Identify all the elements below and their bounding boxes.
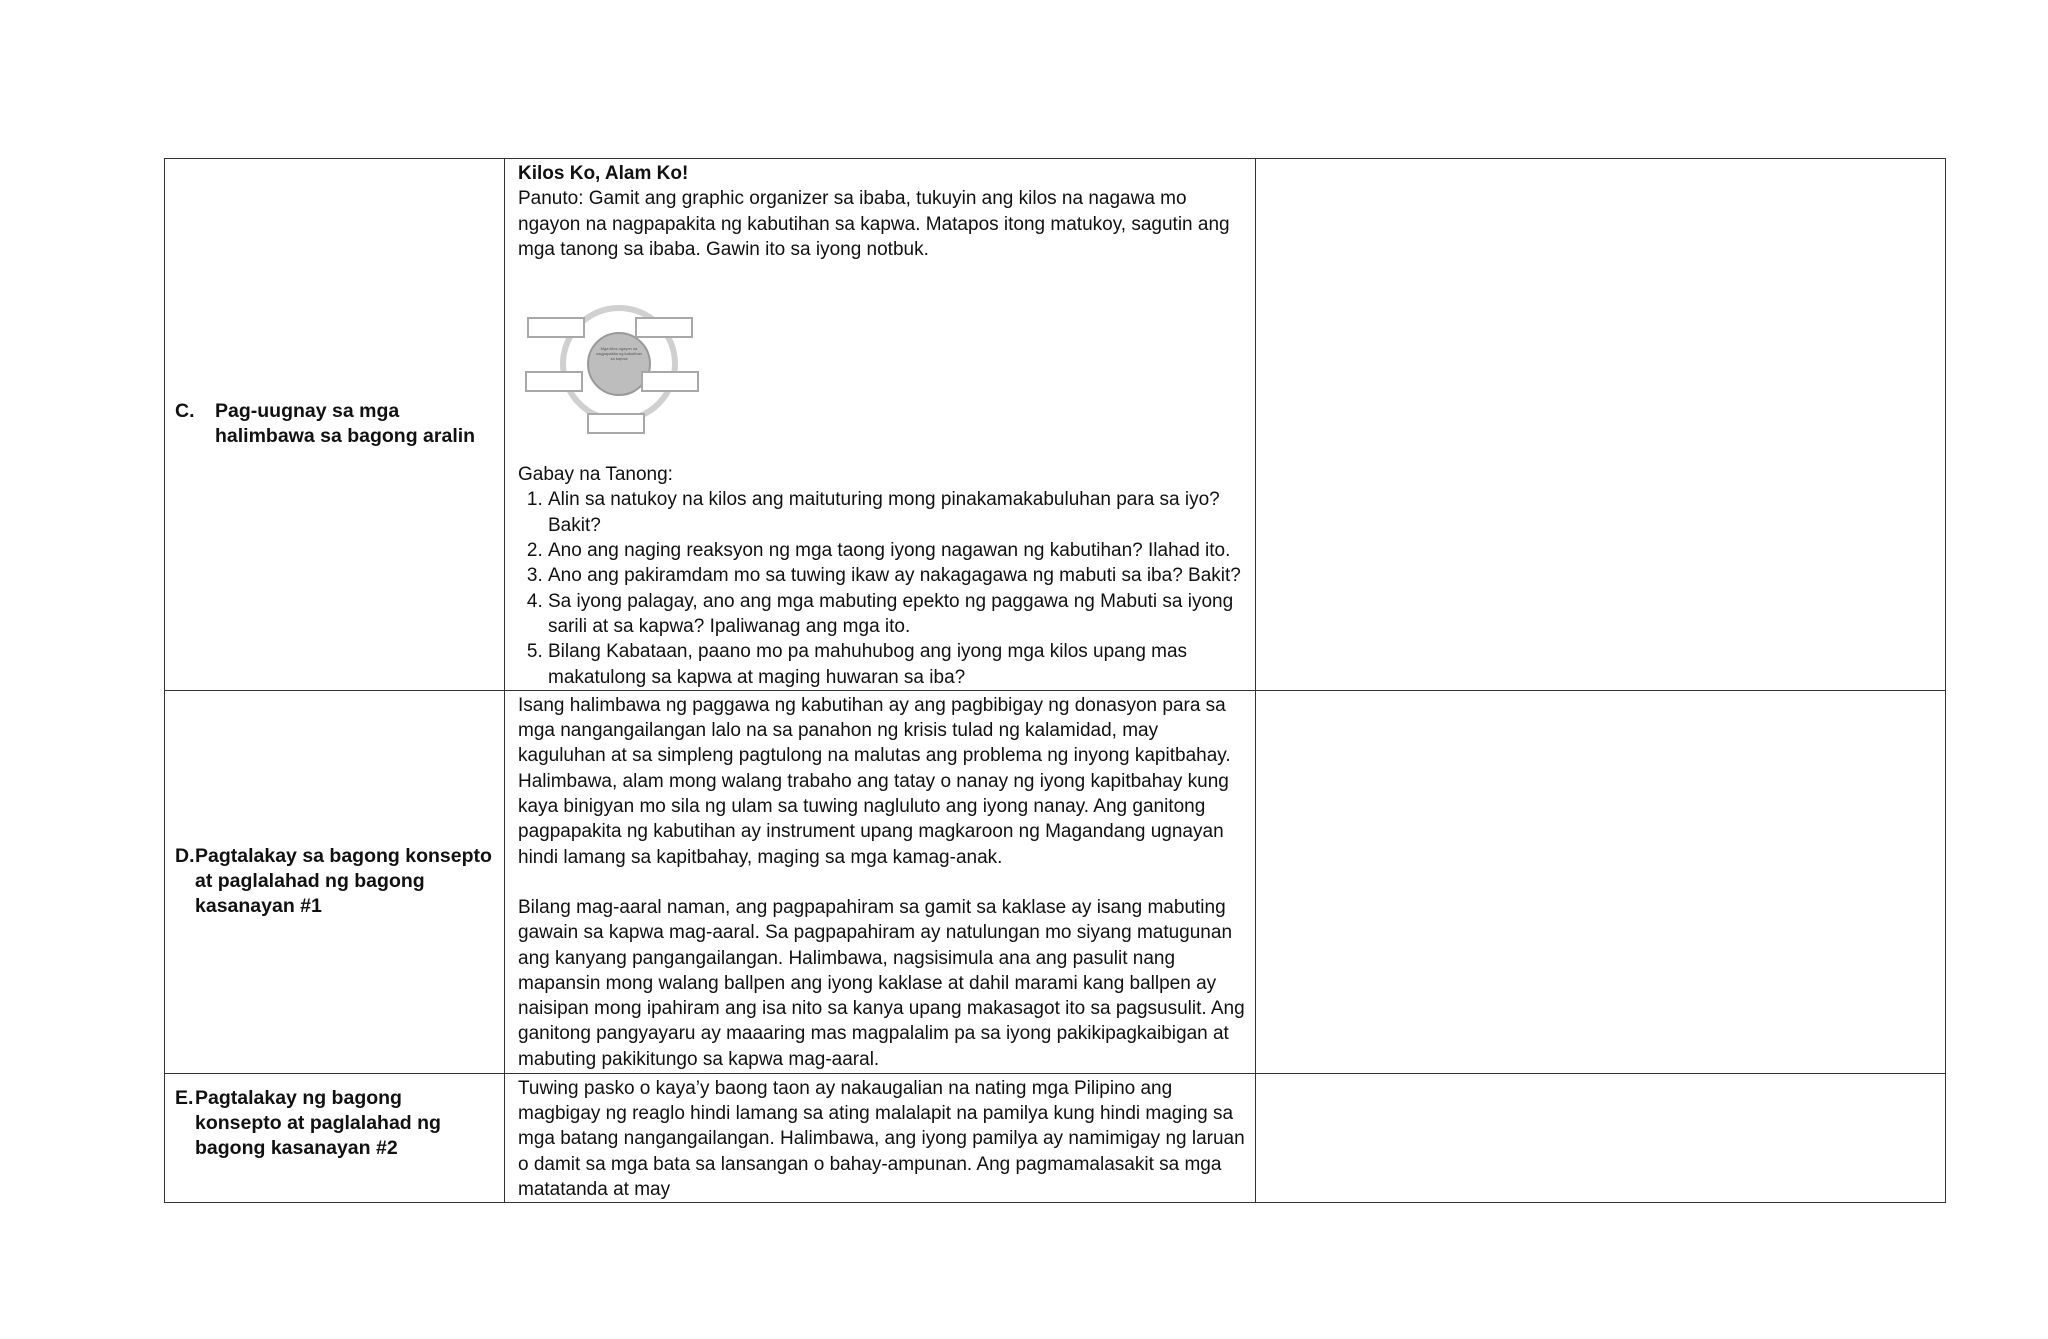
question-item: 3. Ano ang pakiramdam mo sa tuwing ikaw ay nakagagawa ng mabuti sa iba? Bakit?: [548, 563, 1245, 588]
row-e-remarks-cell: [1256, 1073, 1946, 1202]
graphic-organizer-image: [524, 300, 714, 438]
activity-instructions: Panuto: Gamit ang graphic organizer sa ibaba, tukuyin ang kilos na nagawa mo ngayon na nagpapakita ng kabutihan sa kapwa. Matapos itong matukoy, sagutin ang mga tanong sa ibaba. Gawin ito sa iyong notbuk.: [518, 188, 1230, 260]
row-e-label-cell: [165, 1073, 505, 1202]
question-item: 4. Sa iyong palagay, ano ang mga mabuting epekto ng paggawa ng Mabuti sa iyong sarili at sa kapwa? Ipaliwanag ang mga ito.: [548, 589, 1245, 640]
discussion-paragraph: Bilang mag-aaral naman, ang pagpapahiram sa gamit sa kaklase ay isang mabuting gawain sa kapwa mag-aaral. Sa pagpapahiram ay natulungan mo siyang matugunan ang kanyang pangangailangan. Halimbawa, nagsisimula ana ang pasulit nang mapansin mong walang ballpen ang iyong kaklase at dahil marami kang ballpen ay naisipan mong ipahiram ang isa nito sa kanya upang makasagot ito sa pagsusulit. Ang ganitong pangyayaru ay maaaring mas magpalalim pa sa iyong pakikipagkaibigan at mabuting pakikitungo sa kapwa mag-aaral.: [518, 896, 1245, 1070]
row-e-letter: E.: [175, 1086, 194, 1109]
row-e-label: Pagtalakay ng bagong konsepto at paglalahad ng bagong kasanayan #2: [195, 1086, 441, 1159]
organizer-center-label: Mga kilos ngayon na nagpapakita ng kabutihan sa kapwa: [596, 346, 642, 362]
activity-title: Kilos Ko, Alam Ko!: [518, 163, 689, 184]
row-c-label-cell: [165, 159, 505, 691]
row-c-content-cell: [505, 159, 1256, 691]
question-item: 5. Bilang Kabataan, paano mo pa mahuhubog ang iyong mga kilos upang mas makatulong sa kapwa at maging huwaran sa iba?: [548, 639, 1245, 690]
row-d-letter: D.: [175, 845, 195, 868]
questions-heading: Gabay na Tanong:: [518, 464, 673, 486]
lesson-plan-table: [164, 158, 1946, 1203]
row-c-label: Pag-uugnay sa mga halimbawa sa bagong aralin: [215, 400, 476, 448]
discussion-paragraph: Isang halimbawa ng paggawa ng kabutihan ay ang pagbibigay ng donasyon para sa mga nangangailangan lalo na sa panahon ng krisis tulad ng kalamidad, may kaguluhan at sa simpleng pagtulong na malutas ang problema ng inyong kapitbahay. Halimbawa, alam mong walang trabaho ang tatay o nanay ng iyong kapitbahay kung kaya binigyan mo sila ng ulam sa tuwing nagluluto ang iyong nanay. Ang ganitong pagpapakita ng kabutihan ay instrument upang magkaroon ng Magandang ugnayan hindi lamang sa kapitbahay, maging sa mga kamag-anak.: [518, 694, 1231, 868]
question-item: 1. Alin sa natukoy na kilos ang maituturing mong pinakamakabuluhan para sa iyo? Bakit?: [548, 487, 1245, 538]
row-e-content-cell: [505, 1073, 1256, 1202]
row-d-label-cell: [165, 690, 505, 1073]
table-row-d: [165, 690, 1946, 1073]
row-c-remarks-cell: [1256, 159, 1946, 691]
row-c-letter: C.: [175, 400, 195, 423]
graphic-organizer-diagram: [524, 300, 714, 438]
question-item: 2. Ano ang naging reaksyon ng mga taong iyong nagawan ng kabutihan? Ilahad ito.: [548, 538, 1245, 563]
row-d-label: Pagtalakay sa bagong konsepto at paglalahad ng bagong kasanayan #1: [195, 845, 492, 918]
discussion-paragraph: Tuwing pasko o kaya’y baong taon ay nakaugalian na nating mga Pilipino ang magbigay ng reaglo hindi lamang sa ating malalapit na pamilya kung hindi maging sa mga batang nangangailangan. Halimbawa, ang iyong pamilya ay namimigay ng laruan o damit sa mga bata sa lansangan o bahay-ampunan. Ang pagmamalasakit sa mga matatanda at may: [518, 1077, 1245, 1201]
row-d-content-cell: [505, 690, 1256, 1073]
table-row-e: [165, 1073, 1946, 1202]
table-row-c: [165, 159, 1946, 691]
guide-questions-list: [518, 487, 1245, 689]
row-d-remarks-cell: [1256, 690, 1946, 1073]
